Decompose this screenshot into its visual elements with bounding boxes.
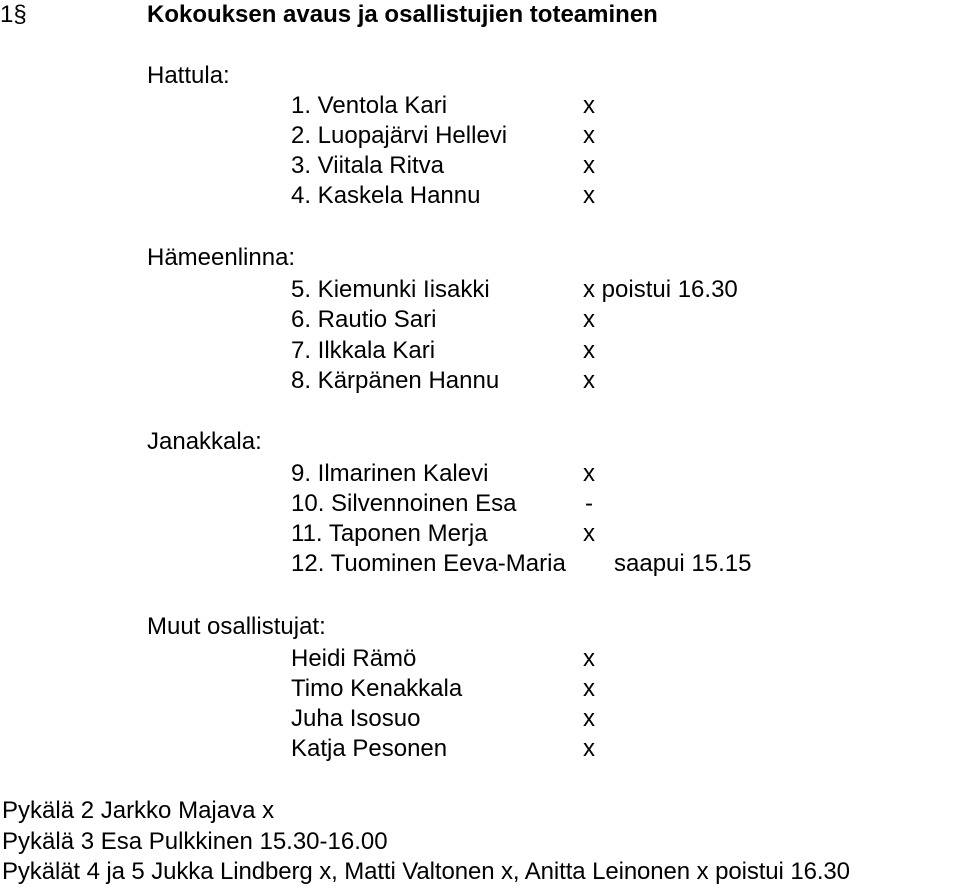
group-label-hameenlinna: Hämeenlinna: [147, 244, 296, 271]
member-name: 11. Taponen Merja [291, 520, 488, 547]
attendance-mark: x [583, 520, 595, 547]
attendance-mark: saapui 15.15 [614, 550, 752, 577]
member-name: 9. Ilmarinen Kalevi [291, 460, 489, 487]
attendance-mark: x [583, 92, 595, 119]
section-title: Kokouksen avaus ja osallistujien toteaminen [147, 1, 658, 28]
attendance-mark: x [583, 337, 595, 364]
member-name: Timo Kenakkala [291, 675, 463, 702]
attendance-mark: - [585, 490, 593, 517]
footer-line-pykala-3: Pykälä 3 Esa Pulkkinen 15.30-16.00 [2, 828, 388, 855]
member-name: 1. Ventola Kari [291, 92, 448, 119]
footer-line-pykala-2: Pykälä 2 Jarkko Majava x [2, 797, 275, 824]
member-name: Juha Isosuo [291, 705, 421, 732]
attendance-mark: x [583, 122, 595, 149]
attendance-mark: x [583, 675, 595, 702]
attendance-mark: x [583, 367, 595, 394]
footer-line-pykalat-4-5: Pykälät 4 ja 5 Jukka Lindberg x, Matti Valtonen x, Anitta Leinonen x poistui 16.30 [2, 858, 850, 885]
member-name: 8. Kärpänen Hannu [291, 367, 500, 394]
member-name: 4. Kaskela Hannu [291, 182, 481, 209]
section-number: 1§ [0, 1, 27, 28]
member-name: 5. Kiemunki Iisakki [291, 276, 490, 303]
member-name: 12. Tuominen Eeva-Maria [291, 550, 566, 577]
attendance-mark: x [583, 306, 595, 333]
member-name: 10. Silvennoinen Esa [291, 490, 517, 517]
member-name: 2. Luopajärvi Hellevi [291, 122, 508, 149]
group-label-muut-osallistujat: Muut osallistujat: [147, 613, 326, 640]
attendance-mark: x [583, 152, 595, 179]
member-name: 3. Viitala Ritva [291, 152, 444, 179]
member-name: Heidi Rämö [291, 645, 417, 672]
attendance-mark: x [583, 735, 595, 762]
attendance-mark: x poistui 16.30 [583, 276, 738, 303]
group-label-hattula: Hattula: [147, 62, 230, 89]
member-name: 7. Ilkkala Kari [291, 337, 436, 364]
group-label-janakkala: Janakkala: [147, 428, 262, 455]
attendance-mark: x [583, 705, 595, 732]
member-name: 6. Rautio Sari [291, 306, 437, 333]
attendance-mark: x [583, 645, 595, 672]
attendance-mark: x [583, 182, 595, 209]
member-name: Katja Pesonen [291, 735, 448, 762]
attendance-mark: x [583, 460, 595, 487]
